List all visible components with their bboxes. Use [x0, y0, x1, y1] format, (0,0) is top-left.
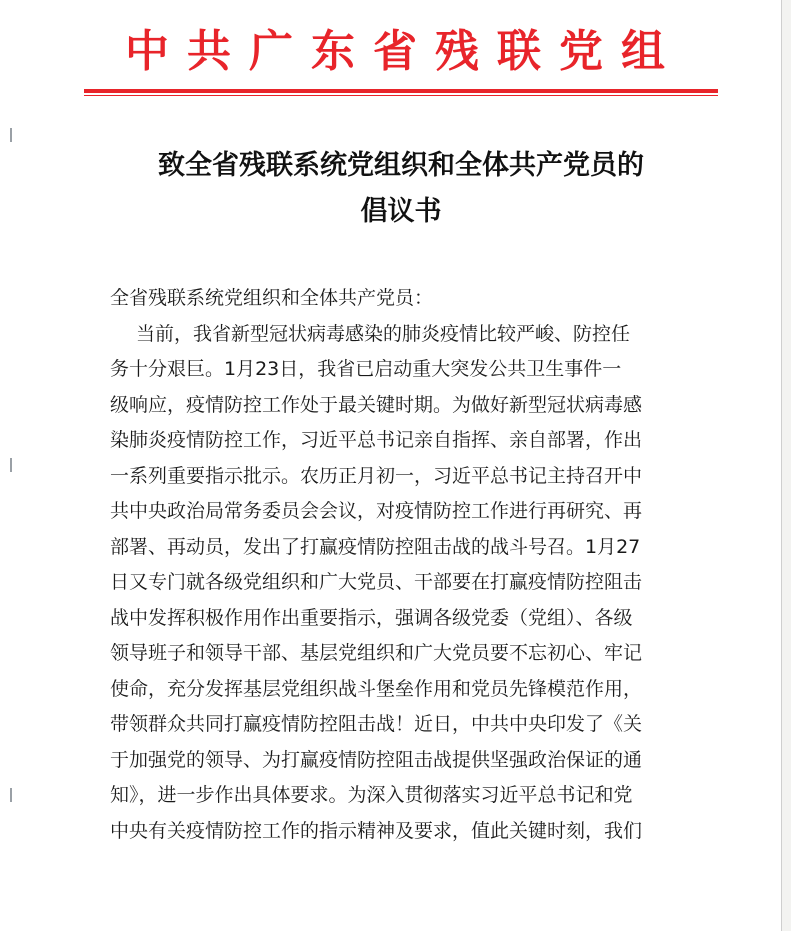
page-edge	[781, 0, 782, 931]
body-line: 领导班子和领导干部、基层党组织和广大党员要不忘初心、牢记	[110, 642, 643, 664]
document-body	[110, 281, 708, 849]
header-rule-thin	[84, 95, 718, 96]
body-line: 一系列重要指示批示。农历正月初一，习近平总书记主持召开中	[110, 464, 643, 487]
body-line: 使命，充分发挥基层党组织战斗堡垒作用和党员先锋模范作用，	[110, 677, 643, 700]
body-line: 中央有关疫情防控工作的指示精神及要求，值此关键时刻，我们	[110, 819, 643, 842]
header-rule	[84, 89, 718, 93]
body-line: 当前，我省新型冠状病毒感染的肺炎疫情比较严峻、防控任	[136, 322, 631, 345]
binding-mark	[10, 458, 12, 472]
binding-mark	[10, 128, 12, 142]
document-title-line-2: 倡议书	[360, 196, 442, 227]
body-line: 染肺炎疫情防控工作，习近平总书记亲自指挥、亲自部署，作出	[110, 429, 643, 451]
body-line: 于加强党的领导、为打赢疫情防控阻击战提供坚强政治保证的通	[110, 748, 643, 771]
body-line: 日又专门就各级党组织和广大党员、干部要在打赢疫情防控阻击	[110, 571, 643, 593]
salutation: 全省残联系统党组织和全体共产党员：	[110, 287, 434, 309]
body-line: 共中央政治局常务委员会会议，对疫情防控工作进行再研究、再	[110, 500, 643, 522]
body-line: 级响应，疫情防控工作处于最关键时期。为做好新型冠状病毒感	[110, 393, 643, 416]
body-line: 务十分艰巨。1月23日，我省已启动重大突发公共卫生事件一	[110, 358, 622, 380]
body-line: 带领群众共同打赢疫情防控阻击战！近日，中共中央印发了《关	[110, 713, 643, 735]
body-line: 知》，进一步作出具体要求。为深入贯彻落实习近平总书记和党	[110, 784, 633, 806]
document-title-line-1: 致全省残联系统党组织和全体共产党员的	[158, 150, 644, 181]
binding-mark	[10, 788, 12, 802]
body-line: 部署、再动员，发出了打赢疫情防控阻击战的战斗号召。1月27	[110, 535, 641, 558]
body-line: 战中发挥积极作用作出重要指示，强调各级党委（党组）、各级	[110, 606, 633, 629]
document-header: 中共广东省残联党组	[125, 26, 683, 77]
scan-margin	[782, 0, 791, 931]
